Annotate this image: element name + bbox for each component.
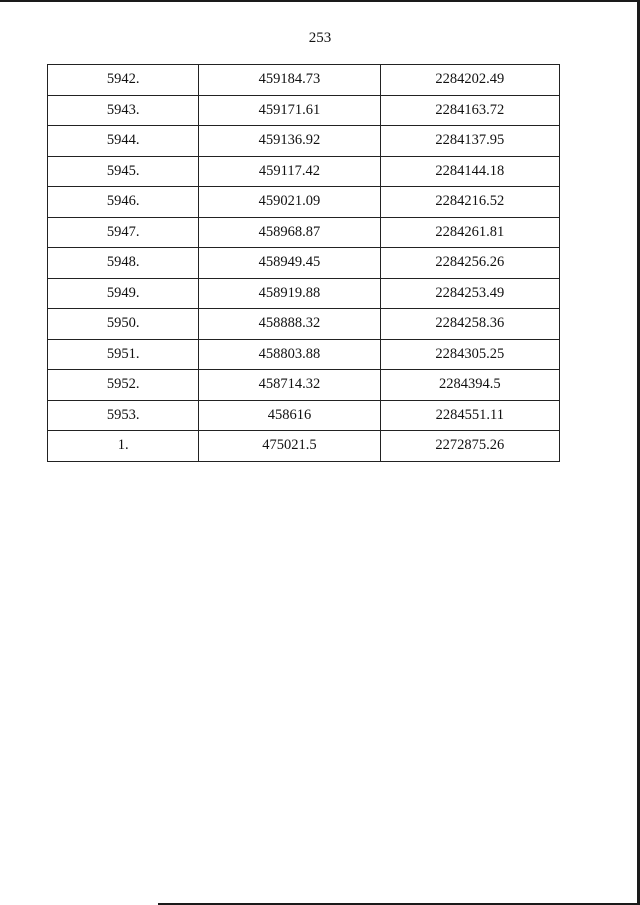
- x-coordinate-cell: 458714.32: [199, 370, 380, 401]
- y-coordinate-cell: 2284305.25: [380, 339, 559, 370]
- x-coordinate-cell: 458949.45: [199, 248, 380, 279]
- point-number-cell: 5943.: [48, 95, 199, 126]
- x-coordinate-cell: 458919.88: [199, 278, 380, 309]
- point-number-cell: 5953.: [48, 400, 199, 431]
- table-row: [48, 248, 560, 279]
- point-number-cell: 5952.: [48, 370, 199, 401]
- point-number-cell: 1.: [48, 431, 199, 462]
- y-coordinate-cell: 2284258.36: [380, 309, 559, 340]
- point-number-cell: 5948.: [48, 248, 199, 279]
- x-coordinate-cell: 459171.61: [199, 95, 380, 126]
- table-row: [48, 217, 560, 248]
- y-coordinate-cell: 2284394.5: [380, 370, 559, 401]
- x-coordinate-cell: 458616: [199, 400, 380, 431]
- table-row: [48, 126, 560, 157]
- table-row: [48, 65, 560, 96]
- x-coordinate-cell: 459184.73: [199, 65, 380, 96]
- y-coordinate-cell: 2284202.49: [380, 65, 559, 96]
- y-coordinate-cell: 2284261.81: [380, 217, 559, 248]
- table-row: [48, 370, 560, 401]
- point-number-cell: 5949.: [48, 278, 199, 309]
- x-coordinate-cell: 459021.09: [199, 187, 380, 218]
- y-coordinate-cell: 2284216.52: [380, 187, 559, 218]
- y-coordinate-cell: 2284551.11: [380, 400, 559, 431]
- y-coordinate-cell: 2284137.95: [380, 126, 559, 157]
- y-coordinate-cell: 2284256.26: [380, 248, 559, 279]
- y-coordinate-cell: 2284163.72: [380, 95, 559, 126]
- x-coordinate-cell: 458803.88: [199, 339, 380, 370]
- point-number-cell: 5946.: [48, 187, 199, 218]
- point-number-cell: 5944.: [48, 126, 199, 157]
- point-number-cell: 5951.: [48, 339, 199, 370]
- table-row: [48, 339, 560, 370]
- point-number-cell: 5942.: [48, 65, 199, 96]
- table-row: [48, 156, 560, 187]
- table-row: [48, 400, 560, 431]
- point-number-cell: 5950.: [48, 309, 199, 340]
- x-coordinate-cell: 475021.5: [199, 431, 380, 462]
- point-number-cell: 5947.: [48, 217, 199, 248]
- x-coordinate-cell: 458968.87: [199, 217, 380, 248]
- x-coordinate-cell: 459136.92: [199, 126, 380, 157]
- page-border-top: [0, 0, 640, 2]
- table-row: [48, 187, 560, 218]
- table-row: [48, 431, 560, 462]
- coordinates-table-body: [48, 65, 560, 462]
- y-coordinate-cell: 2284253.49: [380, 278, 559, 309]
- x-coordinate-cell: 459117.42: [199, 156, 380, 187]
- y-coordinate-cell: 2284144.18: [380, 156, 559, 187]
- x-coordinate-cell: 458888.32: [199, 309, 380, 340]
- table-row: [48, 95, 560, 126]
- table-row: [48, 278, 560, 309]
- coordinates-table: [47, 64, 560, 462]
- table-row: [48, 309, 560, 340]
- point-number-cell: 5945.: [48, 156, 199, 187]
- y-coordinate-cell: 2272875.26: [380, 431, 559, 462]
- page-number: 253: [308, 30, 332, 46]
